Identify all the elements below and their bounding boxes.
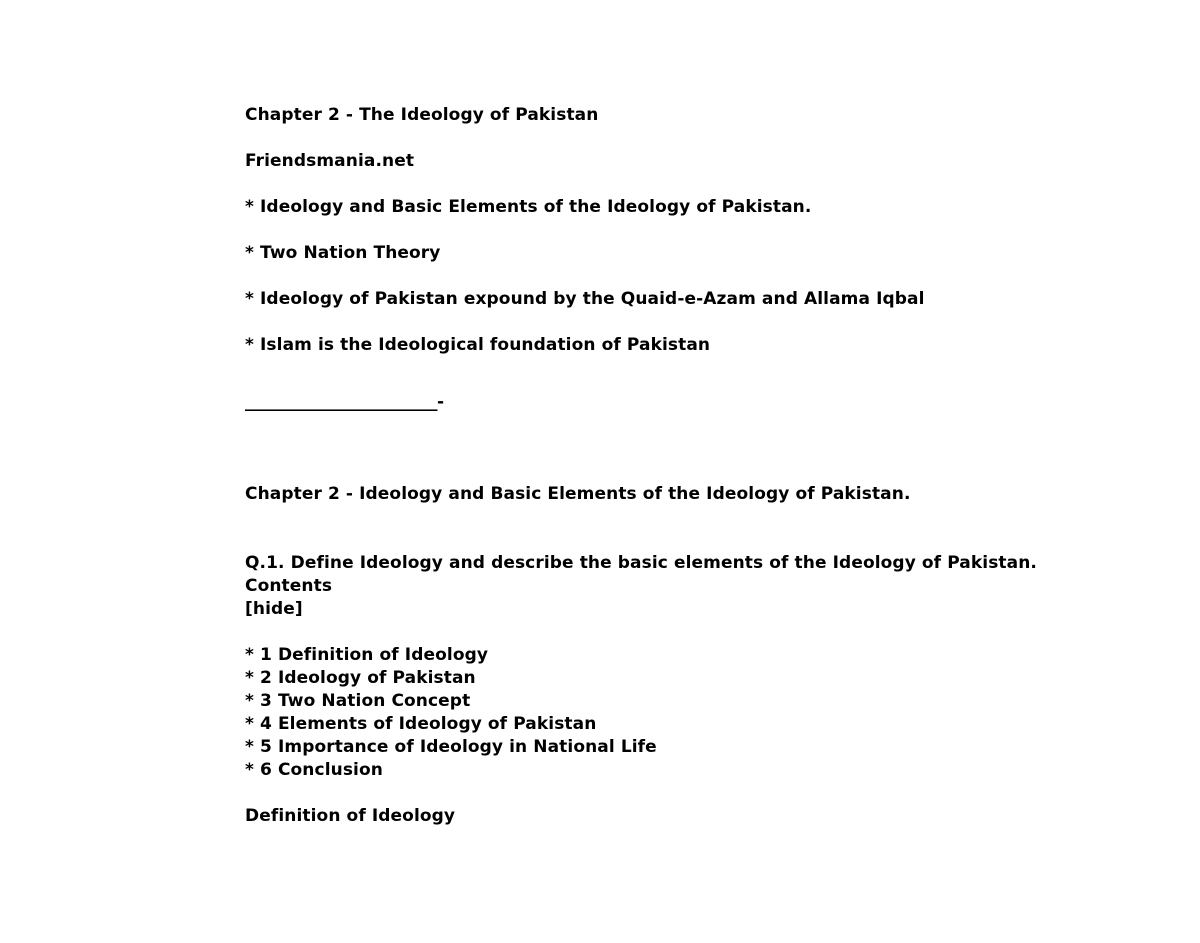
toc-item[interactable]: * 4 Elements of Ideology of Pakistan <box>245 714 597 734</box>
topic-item: * Two Nation Theory <box>245 243 441 263</box>
section-heading: Chapter 2 - Ideology and Basic Elements of the Ideology of Pakistan. <box>245 484 911 504</box>
contents-label: Contents <box>245 576 333 596</box>
toc-item[interactable]: * 5 Importance of Ideology in National Life <box>245 737 657 757</box>
toc-item[interactable]: * 6 Conclusion <box>245 760 383 780</box>
topic-item: * Ideology and Basic Elements of the Ideology of Pakistan. <box>245 197 812 217</box>
document-page <box>245 104 1145 828</box>
topic-item: * Islam is the Ideological foundation of Pakistan <box>245 335 711 355</box>
toc-item[interactable]: * 2 Ideology of Pakistan <box>245 668 476 688</box>
site-name: Friendsmania.net <box>245 151 415 171</box>
topic-item: * Ideology of Pakistan expound by the Quaid-e-Azam and Allama Iqbal <box>245 289 925 309</box>
separator-line: ________________________- <box>245 392 444 412</box>
hide-link[interactable]: [hide] <box>245 599 303 619</box>
toc-item[interactable]: * 3 Two Nation Concept <box>245 691 471 711</box>
document-title: Chapter 2 - The Ideology of Pakistan <box>245 105 599 125</box>
subheading: Definition of Ideology <box>245 806 456 826</box>
question-text: Q.1. Define Ideology and describe the basic elements of the Ideology of Pakistan. <box>245 553 1037 573</box>
toc-item[interactable]: * 1 Definition of Ideology <box>245 645 489 665</box>
